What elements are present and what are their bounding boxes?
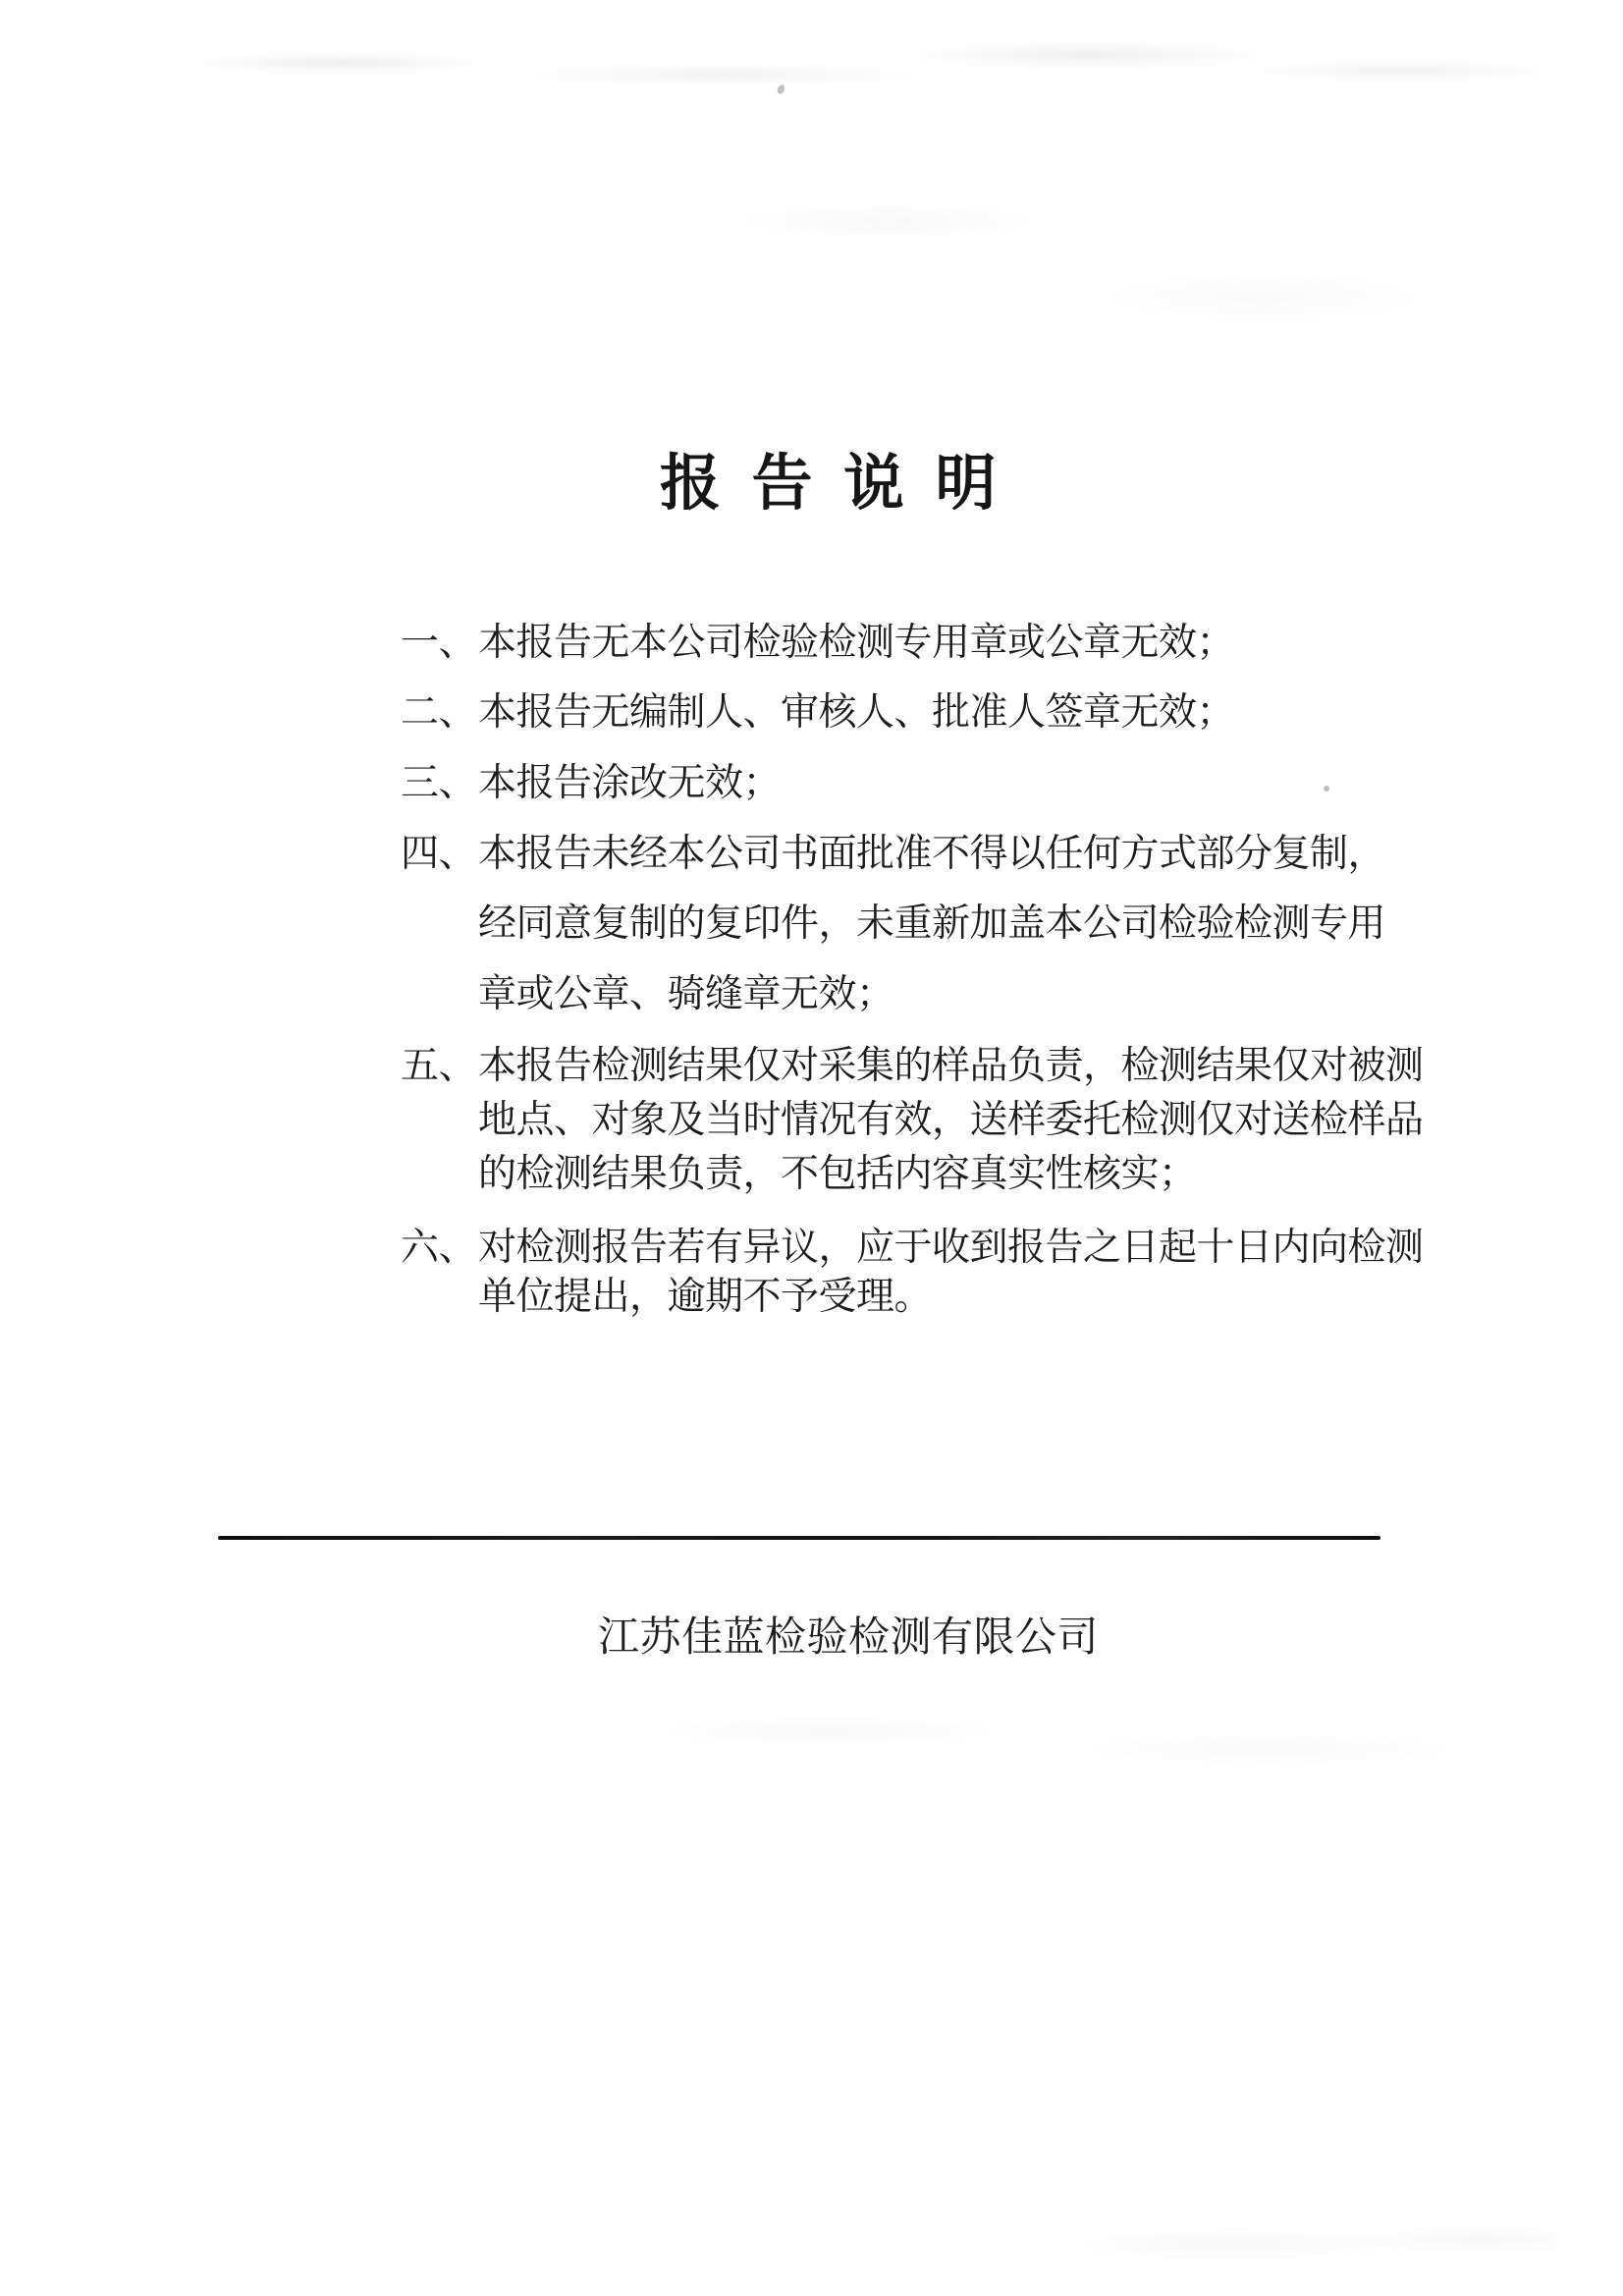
scan-noise-band: [128, 27, 1542, 106]
note-2-text: 本报告无编制人、审核人、批准人签章无效；: [478, 691, 1235, 734]
scan-noise-band: [442, 1684, 1542, 1802]
note-5-text-line-2: 地点、对象及当时情况有效，送样委托检测仅对送检样品: [478, 1099, 1424, 1141]
note-item-5: [401, 1039, 1424, 1094]
note-4-text-line-2: 经同意复制的复印件，未重新加盖本公司检验检测专用: [478, 902, 1386, 945]
note-item-6: [401, 1221, 1424, 1276]
note-item-6-line-2: [478, 1270, 932, 1325]
note-3-number: 三、: [401, 762, 477, 804]
note-6-number: 六、: [401, 1227, 477, 1269]
note-item-2: [401, 685, 1234, 740]
note-item-4-line-2: [478, 897, 1385, 952]
note-1-number: 一、: [401, 622, 477, 664]
note-item-5-line-3: [478, 1147, 1197, 1202]
note-1-text: 本报告无本公司检验检测专用章或公章无效；: [478, 622, 1235, 664]
scan-speck: [1324, 786, 1329, 792]
note-5-text-line-1: 本报告检测结果仅对采集的样品负责，检测结果仅对被测: [478, 1045, 1424, 1087]
scan-noise-band: [609, 167, 1542, 383]
note-item-4: [401, 827, 1385, 882]
note-4-text-line-1: 本报告未经本公司书面批准不得以任何方式部分复制，: [478, 833, 1386, 875]
note-item-5-line-2: [478, 1093, 1424, 1148]
scan-speck: [776, 83, 785, 95]
note-item-4-line-3: [478, 967, 894, 1022]
note-item-1: [401, 616, 1234, 671]
note-6-text-line-1: 对检测报告若有异议，应于收到报告之日起十日内向检测: [478, 1227, 1424, 1269]
scan-noise-band: [1011, 2200, 1561, 2288]
note-5-text-line-3: 的检测结果负责，不包括内容真实性核实；: [478, 1153, 1197, 1195]
divider-line: [218, 1536, 1380, 1540]
page-title: 报 告 说 明: [660, 451, 1004, 518]
note-item-3: [401, 756, 781, 811]
note-3-text: 本报告涂改无效；: [478, 762, 782, 804]
note-6-text-line-2: 单位提出，逾期不予受理。: [478, 1276, 933, 1318]
note-4-number: 四、: [401, 833, 477, 875]
note-5-number: 五、: [401, 1045, 477, 1087]
note-4-text-line-3: 章或公章、骑缝章无效；: [478, 973, 894, 1015]
note-2-number: 二、: [401, 691, 477, 734]
company-name: 江苏佳蓝检验检测有限公司: [598, 1615, 1100, 1661]
